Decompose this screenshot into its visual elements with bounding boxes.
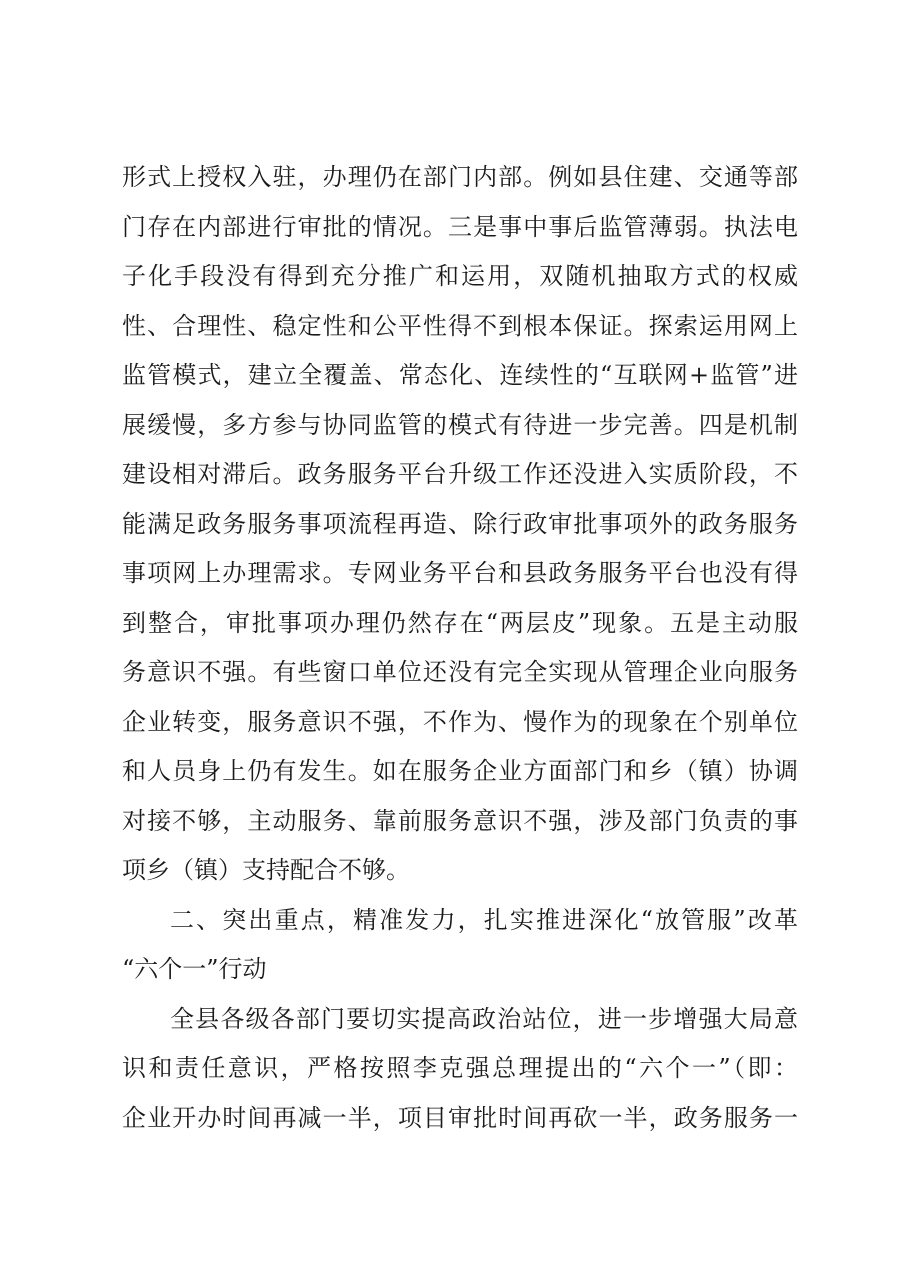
text-line: 到整合，审批事项办理仍然存在“两层皮”现象。五是主动服 — [122, 609, 798, 637]
section-heading-line: “六个一”行动 — [122, 955, 267, 983]
text-line: 识和责任意识，严格按照李克强总理提出的“六个一”（即： — [122, 1054, 798, 1082]
text-line: 全县各级各部门要切实提高政治站位，进一步增强大局意 — [170, 1005, 798, 1033]
section-heading-line: 二、突出重点，精准发力，扎实推进深化“放管服”改革 — [170, 906, 798, 934]
text-line: 企业转变，服务意识不强，不作为、慢作为的现象在个别单位 — [122, 708, 798, 736]
text-line: 务意识不强。有些窗口单位还没有完全实现从管理企业向服务 — [122, 658, 798, 686]
text-line: 子化手段没有得到充分推广和运用，双随机抽取方式的权威 — [122, 262, 798, 290]
text-line: 门存在内部进行审批的情况。三是事中事后监管薄弱。执法电 — [122, 213, 798, 241]
text-line: 监管模式，建立全覆盖、常态化、连续性的“互联网+监管”进 — [122, 361, 798, 389]
text-line: 能满足政务服务事项流程再造、除行政审批事项外的政务服务 — [122, 510, 798, 538]
text-line: 事项网上办理需求。专网业务平台和县政务服务平台也没有得 — [122, 559, 798, 587]
text-line: 性、合理性、稳定性和公平性得不到根本保证。探索运用网上 — [122, 312, 798, 340]
text-line: 企业开办时间再减一半，项目审批时间再砍一半，政务服务一 — [122, 1104, 798, 1132]
text-line: 项乡（镇）支持配合不够。 — [122, 856, 410, 884]
text-line: 建设相对滞后。政务服务平台升级工作还没进入实质阶段，不 — [122, 460, 798, 488]
text-line: 展缓慢，多方参与协同监管的模式有待进一步完善。四是机制 — [122, 411, 798, 439]
text-line: 形式上授权入驻，办理仍在部门内部。例如县住建、交通等部 — [122, 163, 798, 191]
text-line: 对接不够，主动服务、靠前服务意识不强，涉及部门负责的事 — [122, 807, 798, 835]
text-line: 和人员身上仍有发生。如在服务企业方面部门和乡（镇）协调 — [122, 757, 798, 785]
